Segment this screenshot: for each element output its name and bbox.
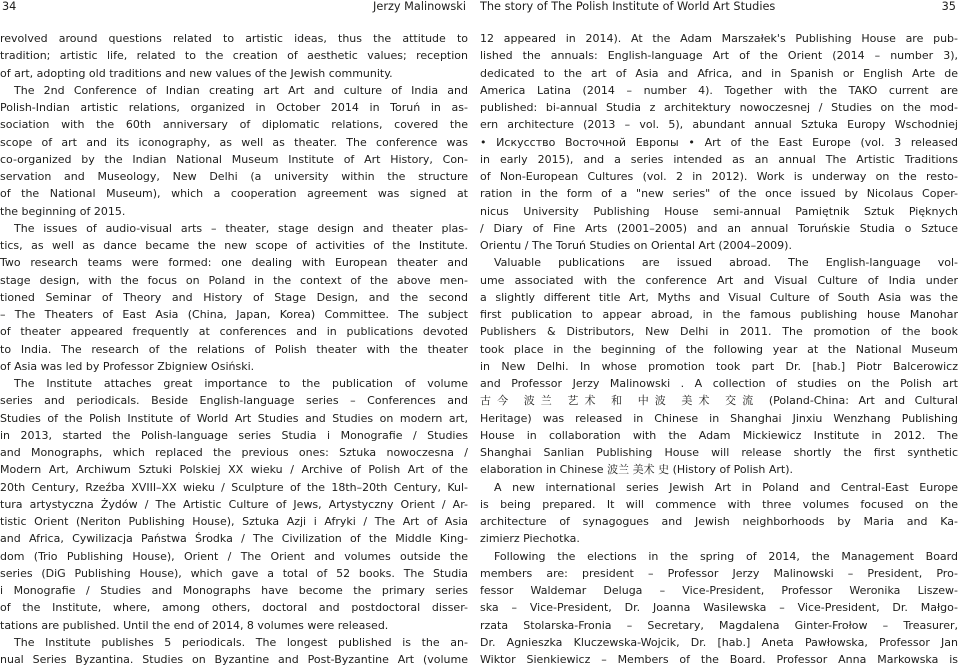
text-line: ume associated with the conference Art and Visual Culture of India under <box>480 273 958 287</box>
text-line: the beginning of 2015. <box>0 204 126 218</box>
text-line: of theater appeared frequently at conferences and in publications devoted <box>0 325 468 339</box>
text-line: The Institute attaches great importance to the publication of volume <box>14 377 468 390</box>
text-line: • Искусство Восточной Европы • Art of the East Europe (vol. 3 released <box>480 135 958 149</box>
text-line: tics, as well as dance became the new scope of activities of the Institute. <box>0 239 468 252</box>
text-line: Dr. Agnieszka Kluczewska-Wojcik, Dr. [hab.] Aneta Pawłowska, Professor Jan <box>480 635 958 649</box>
text-line: members are: president – Professor Jerzy Malinowski – President, Pro- <box>480 566 958 580</box>
text-line: Orientu / The Toruń Studies on Oriental Art (2004–2009). <box>480 239 792 252</box>
text-line: dom (Trio Publishing House), Orient / The Orient and volumes outside the <box>0 549 468 563</box>
text-line: Polish-Indian artistic relations, organized in October 2014 in Toruń in as- <box>0 101 468 114</box>
text-line: in early 2015), and a series intended as an annual The Artistic Traditions <box>480 152 958 166</box>
text-line: America Latina (2014 – number 4). Together with the TAKO current are <box>480 83 958 97</box>
text-line: elaboration in Chinese 波兰 美术 史 (History of Polish Art). <box>480 463 794 477</box>
text-line: stage design, with the focus on Poland in the context of the above men- <box>0 273 468 287</box>
text-line: 古今 波兰 艺术 和 中波 美术 交流 (Poland-China: Art and Cultural <box>480 394 958 408</box>
text-line: revolved around questions related to artistic ideas, thus the attitude to <box>0 32 468 45</box>
page-header <box>480 0 960 18</box>
text-line: of the National Museum), which a cooperation agreement was signed at <box>0 187 468 201</box>
body-text <box>480 30 960 671</box>
text-line: rzata Stolarska-Fronia – Secretary, Magdalena Ginter-Frołow – Treasurer, <box>480 618 958 632</box>
text-line: nicus University Publishing House semi-annual Pamiętnik Sztuk Pięknych <box>480 204 958 218</box>
text-line: and Monographs, which replaced the previous ones: Sztuka nowoczesna / <box>0 446 468 459</box>
text-line: Shanghai Sanlian Publishing House will release shortly the first synthetic <box>480 446 958 459</box>
text-line: took place in the beginning of the following year at the National Museum <box>480 342 958 356</box>
text-line: series (DiG Publishing House), which gave a total of 52 books. The Studia <box>0 566 468 580</box>
page-header <box>0 0 480 18</box>
text-line: The Institute publishes 5 periodicals. The longest published is the an- <box>14 635 468 649</box>
text-line: is being prepared. It will commence with three volumes focused on the <box>480 497 958 511</box>
text-line: fessor Waldemar Deluga – Vice-President, Professor Weronika Liszew- <box>480 584 958 597</box>
page-number: 34 <box>2 0 17 13</box>
text-line: i Monografie / Studies and Monographs have become the primary series <box>0 584 468 597</box>
page-number: 35 <box>941 0 956 13</box>
text-line: ration in the form of a "new series" of the once issued by Nicolaus Coper- <box>480 187 958 201</box>
text-line: published: bi-annual Studia z architektury nowoczesnej / Studies on the mod- <box>480 101 958 114</box>
text-line: sociation with the 60th anniversary of diplomatic relations, covered the <box>0 118 468 132</box>
text-line: nual Series Byzantina. Studies on Byzantine and Post-Byzantine Art (volume <box>0 653 468 666</box>
text-line: Wiktor Sienkiewicz – Members of the Board. Professor Anna Markowska is <box>480 653 958 666</box>
text-line: 20th Century, Rzeźba XVIII–XX wieku / Sculpture of the 18th–20th Century, Kul- <box>0 480 468 494</box>
text-line: 12 appeared in 2014). At the Adam Marszałek's Publishing House are pub- <box>480 32 958 45</box>
text-line: tradition; artistic life, related to the creation of aesthetic values; reception <box>0 49 468 63</box>
text-line: Following the elections in the spring of 2014, the Management Board <box>494 549 958 563</box>
text-line: Valuable publications are issued abroad. The English-language vol- <box>494 256 958 270</box>
text-line: a slightly different title Art, Myths and Visual Culture of South Asia was the <box>480 290 958 304</box>
text-line: architecture of synagogues and Jewish neighborhoods by Maria and Ka- <box>480 515 958 528</box>
text-line: servation and Museology, New Delhi (a university within the structure <box>0 170 468 183</box>
running-head: The story of The Polish Institute of World Art Studies <box>480 0 776 13</box>
running-head: Jerzy Malinowski <box>373 0 466 13</box>
text-line: / Diary of Fine Arts (2001–2005) and an annual Toruńskie Studia o Sztuce <box>480 221 958 235</box>
text-line: in New Delhi. In whose promotion took part Dr. [hab.] Piotr Balcerowicz <box>480 359 958 373</box>
text-line: ern architecture (2013 – vol. 5), abundant annual Sztuka Europy Wschodniej <box>480 118 958 132</box>
text-line: The issues of audio-visual arts – theater, stage design and theater plas- <box>14 221 468 235</box>
text-line: lished the annuals: English-language Art of the Orient (2014 – number 3), <box>480 49 958 63</box>
text-line: ska – Vice-President, Dr. Joanna Wasilewska – Vice-President, Dr. Małgo- <box>480 601 958 615</box>
text-line: and Professor Jerzy Malinowski . A collection of studies on the Polish art <box>480 377 958 390</box>
text-line: The 2nd Conference of Indian creating art Art and culture of India and <box>14 83 468 97</box>
text-line: A new international series Jewish Art in Poland and Central-East Europe <box>494 480 958 494</box>
text-line: tioned Seminar of Theory and History of Stage Design, and the second <box>0 290 468 304</box>
text-line: tistic Orient (Neriton Publishing House), Sztuka Azji i Afryki / The Art of Asia <box>0 515 468 528</box>
text-line: House in collaboration with the Adam Mickiewicz Institute in 2012. The <box>480 428 958 442</box>
text-line: Modern Art, Archiwum Sztuki Polskiej XX wieku / Archive of Polish Art of the <box>0 463 468 477</box>
text-line: of Asia was led by Professor Zbigniew Osiński. <box>0 359 255 373</box>
text-line: co-organized by the Indian National Museum Institute of Art History, Con- <box>0 152 468 166</box>
text-line: and Africa, Cywilizacja Państwa Środka / The Civilization of the Middle King- <box>0 532 468 546</box>
text-line: tura artystyczna Żydów / The Artistic Culture of Jews, Artystyczny Orient / Ar- <box>0 497 468 511</box>
right-page <box>480 0 960 671</box>
text-line: of art, adopting old traditions and new values of the Jewish community. <box>0 66 393 80</box>
text-line: scope of art and its iconography, as well as theater. The conference was <box>0 135 468 149</box>
text-line: – The Theaters of East Asia (China, Japan, Korea) Committee. The subject <box>0 308 468 321</box>
text-line: first publication to appear abroad, in the famous publishing house Manohar <box>480 308 958 321</box>
text-line: series and periodicals. Beside English-language series – Conferences and <box>0 394 468 408</box>
text-line: in 2013, started the Polish-language series Studia i Monografie / Studies <box>0 428 468 442</box>
text-line: Two research teams were formed: one dealing with European theater and <box>0 256 468 270</box>
text-line: Publishers & Distributors, New Delhi in 2011. The promotion of the book <box>480 325 958 339</box>
text-line: Studies of the Polish Institute of World Art Studies and Studies on modern art, <box>0 411 468 425</box>
text-line: tations are published. Until the end of 2014, 8 volumes were released. <box>0 618 389 632</box>
text-line: to India. The research of the relations of Polish theater with the theater <box>0 342 468 356</box>
body-text <box>0 30 480 671</box>
text-line: Heritage) was released in Chinese in Shanghai Jinxiu Wenzhang Publishing <box>480 411 958 425</box>
text-line: of Non-European Cultures (vol. 2 in 2012). Work is underway on the resto- <box>480 170 958 183</box>
text-line: of the Institute, where, among others, doctoral and postdoctoral disser- <box>0 601 468 615</box>
text-line: dedicated to the art of Asia and Africa, and in Spanish or English Arte de <box>480 66 958 80</box>
text-line: zimierz Piechotka. <box>480 532 580 546</box>
